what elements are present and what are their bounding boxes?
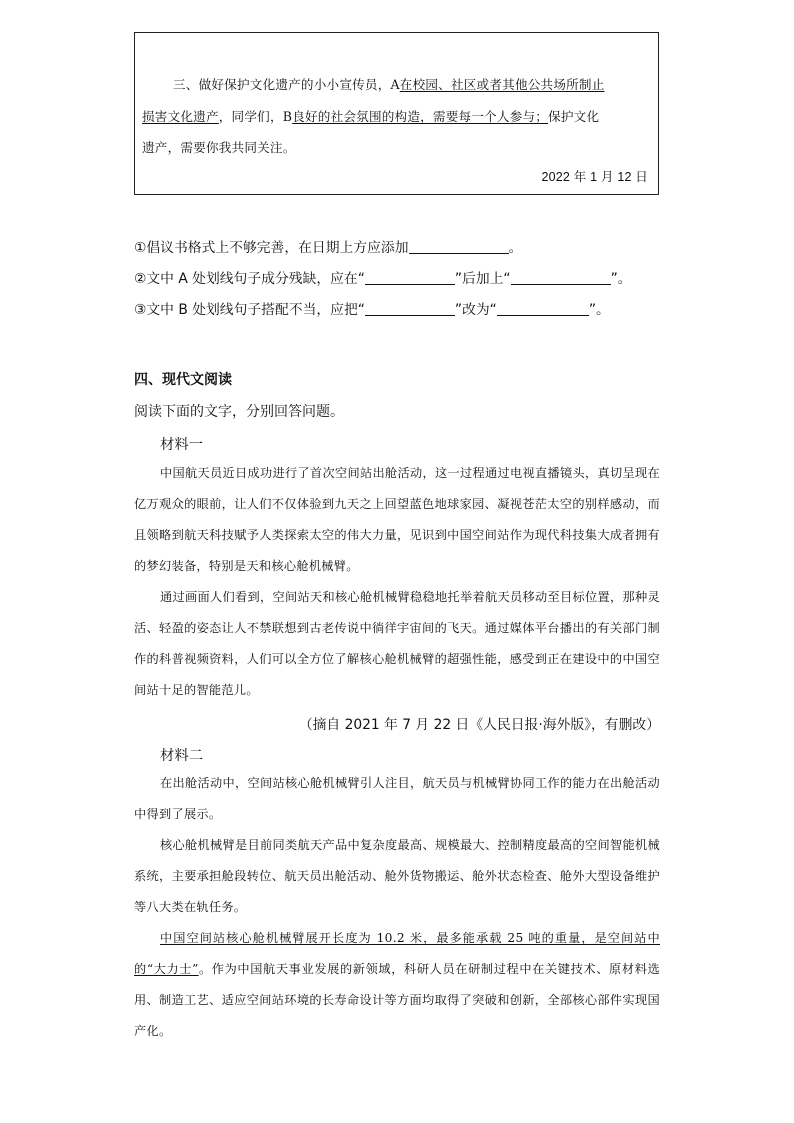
notice-line-2 bbox=[142, 106, 599, 125]
material-2-underlined-sentence: 中国空间站核心舱机械臂展开长度为 10.2 米，最多能承载 25 吨的重量，是空间站中的“大力士” bbox=[134, 931, 660, 976]
answer-blank[interactable] bbox=[497, 301, 589, 316]
answer-blank[interactable] bbox=[365, 301, 455, 316]
sentence-b-underlined: 良好的社会氛围的构造，需要每一个人参与； bbox=[292, 109, 549, 124]
material-2-label: 材料二 bbox=[160, 748, 204, 764]
answer-blank[interactable] bbox=[409, 239, 509, 254]
question-1: ①倡议书格式上不够完善，在日期上方应添加 。 bbox=[134, 240, 523, 256]
notice-text: ，同学们，B bbox=[218, 109, 293, 124]
question-3: ③文中 B 处划线句子搭配不当，应把“ ”改为“ ”。 bbox=[134, 302, 610, 318]
answer-blank[interactable] bbox=[365, 270, 455, 285]
material-1-label: 材料一 bbox=[160, 437, 204, 453]
sentence-a-underlined: 在校园、社区或者其他公共场所制止 bbox=[399, 77, 605, 92]
material-2-text: 。作为中国航天事业发展的新领域，科研人员在研制过程中在关键技术、原材料选用、制造工艺、适应空间站环境的长寿命设计等方面均取得了突破和创新，全部核心部件实现国产化。 bbox=[134, 962, 660, 1038]
notice-text: 三、做好保护文化遗产的小小宣传员，A bbox=[173, 77, 400, 92]
notice-text: 保护文化 bbox=[548, 109, 600, 124]
section-heading: 四、现代文阅读 bbox=[134, 372, 232, 388]
material-2-paragraph-1: 在出舱活动中，空间站核心舱机械臂引人注目，航天员与机械臂协同工作的能力在出舱活动中得到了展示。 bbox=[134, 776, 660, 821]
notice-line-1 bbox=[173, 74, 605, 93]
sentence-a-underlined-cont: 损害文化遗产 bbox=[142, 109, 219, 124]
question-2: ②文中 A 处划线句子成分残缺，应在“ ”后加上“ ”。 bbox=[134, 271, 632, 287]
material-2-paragraph-2: 核心舱机械臂是目前同类航天产品中复杂度最高、规模最大、控制精度最高的空间智能机械系统，主要承担舱段转位、航天员出舱活动、舱外货物搬运、舱外状态检查、舱外大型设备维护等八大类在轨任务。 bbox=[134, 838, 660, 914]
material-1-paragraph-2: 通过画面人们看到，空间站天和核心舱机械臂稳稳地托举着航天员移动至目标位置，那种灵活、轻盈的姿态让人不禁联想到古老传说中徜徉宇宙间的飞天。通过媒体平台播出的有关部门制作的科普视频资料，人们可以全方位了解核心舱机械臂的超强性能，感受到正在建设中的中国空间站十足的智能范儿。 bbox=[134, 590, 660, 697]
section-intro: 阅读下面的文字，分别回答问题。 bbox=[134, 404, 344, 420]
notice-line-3: 遗产，需要你我共同关注。 bbox=[142, 140, 296, 155]
answer-blank[interactable] bbox=[511, 270, 611, 285]
material-1-source: （摘自 2021 年 7 月 22 日《人民日报·海外版》，有删改） bbox=[298, 717, 660, 733]
material-1-paragraph-1: 中国航天员近日成功进行了首次空间站出舱活动，这一过程通过电视直播镜头，真切呈现在亿万观众的眼前，让人们不仅体验到九天之上回望蓝色地球家园、凝视苍茫太空的别样感动，而且领略到航天科技赋予人类探索太空的伟大力量，见识到中国空间站作为现代科技集大成者拥有的梦幻装备，特别是天和核心舱机械臂。 bbox=[134, 466, 660, 573]
proposal-letter-box bbox=[134, 32, 659, 195]
material-2-paragraph-3 bbox=[134, 923, 660, 1047]
notice-date: 2022 年 1 月 12 日 bbox=[541, 170, 648, 184]
